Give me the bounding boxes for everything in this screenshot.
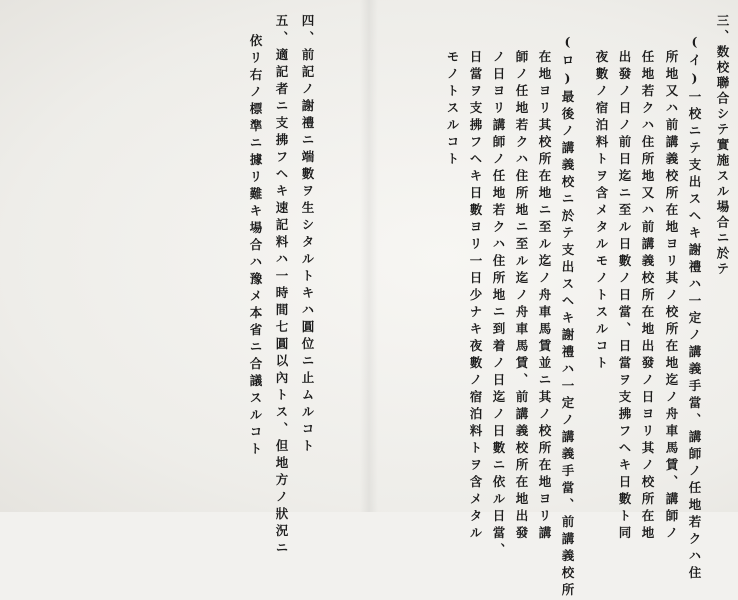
text-column: 日當ヲ支拂フヘキ日數ヨリ一日少ナキ夜數ノ宿泊料トヲ含メタル: [468, 50, 483, 543]
text-column: 出發ノ日ノ前日迄ニ至ル日數ノ日當、日當ヲ支拂フヘキ日數ト同: [617, 50, 632, 543]
text-column: 任地若クハ住所地又ハ前講義校所在地出發ノ日ヨリ其ノ校所在地: [640, 50, 655, 543]
text-column: 師ノ任地若クハ住所地ニ至ル迄ノ舟車馬賃、前講義校所在地出發: [514, 50, 529, 543]
section-heading-5: 五、適記者ニ支拂フヘキ速記料ハ一時間七圓以內トス、但地方ノ狀況ニ: [274, 14, 289, 558]
section-heading-3: 三、数校聯合シテ實施スル場合ニ於テ: [715, 14, 730, 278]
text-column: 夜數ノ宿泊料トヲ含メタルモノトスルコト: [594, 50, 609, 373]
text-column: (イ)一校ニテ支出スヘキ謝禮ハ一定ノ講義手當、講師ノ任地若クハ住: [687, 34, 702, 583]
text-column: 依リ右ノ標準ニ據リ難キ場合ハ豫メ本省ニ合議スルコト: [248, 34, 263, 459]
page-fold-shadow: [360, 0, 378, 512]
text-column: (ロ)最後ノ講義校ニ於テ支出スヘキ謝禮ハ一定ノ講義手當、前講義校所: [560, 34, 575, 600]
section-heading-4: 四、前記ノ謝禮ニ端數ヲ生シタルトキハ圓位ニ止ムルコト: [300, 14, 315, 456]
text-column: ノ日ヨリ講師ノ任地若クハ住所地ニ到着ノ日迄ノ日數ニ依ル日當、: [491, 50, 506, 560]
text-column: モノトスルコト: [445, 50, 460, 169]
text-column: 在地ヨリ其校所在地ニ至ル迄ノ舟車馬賃並ニ其ノ校所在地ヨリ講: [537, 50, 552, 543]
text-column: 所地又ハ前講義校所在地ヨリ其ノ校所在地迄ノ舟車馬賃、講師ノ: [664, 50, 679, 543]
